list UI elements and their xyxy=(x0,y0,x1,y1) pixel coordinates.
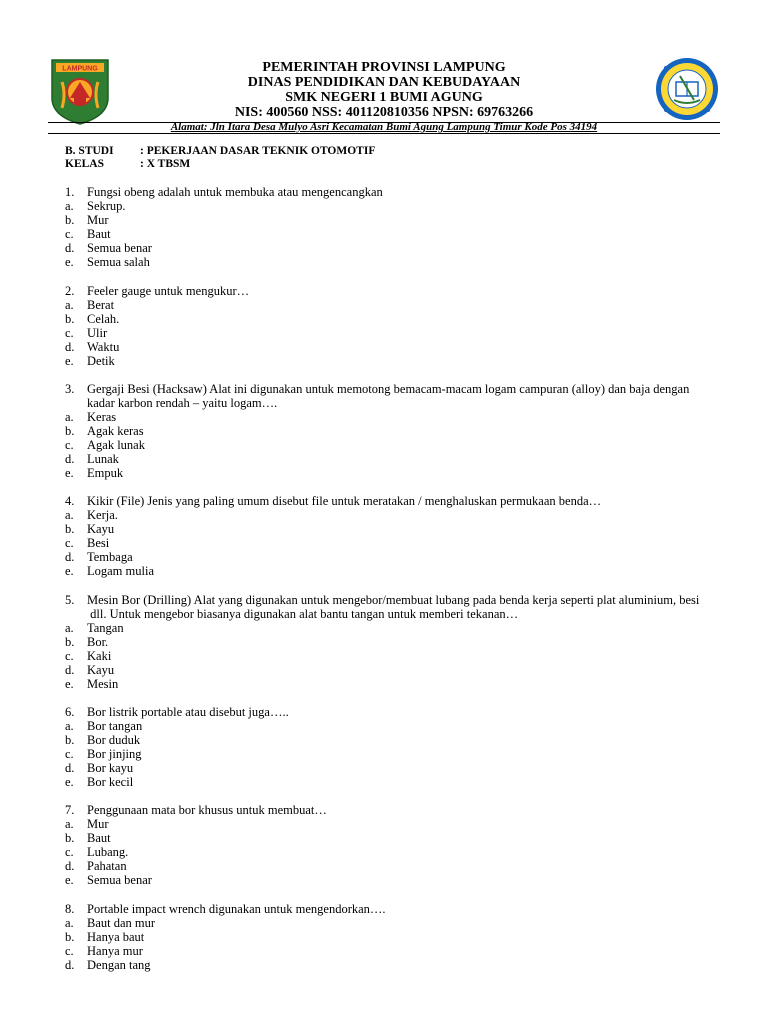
option-text: Waktu xyxy=(87,340,120,354)
option-text: Empuk xyxy=(87,466,124,480)
option-text: Lubang. xyxy=(87,845,129,859)
question-item xyxy=(65,494,725,578)
question-stem xyxy=(65,185,725,199)
option-text: Agak keras xyxy=(87,424,144,438)
answer-option xyxy=(65,340,725,354)
question-text: dll. Untuk mengebor biasanya digunakan alat bantu tangan untuk memberi tekanan… xyxy=(87,607,519,621)
option-text: Bor jinjing xyxy=(87,747,142,761)
header-department-line: DINAS PENDIDIKAN DAN KEBUDAYAAN xyxy=(247,75,521,90)
question-text: Portable impact wrench digunakan untuk mengendorkan…. xyxy=(87,902,386,916)
answer-option xyxy=(65,845,725,859)
option-text: Bor. xyxy=(87,635,109,649)
option-text: Baut dan mur xyxy=(87,916,156,930)
option-text: Besi xyxy=(87,536,110,550)
class-value: : X TBSM xyxy=(140,158,191,170)
question-text: Penggunaan mata bor khusus untuk membuat… xyxy=(87,803,327,817)
svg-text:LAMPUNG: LAMPUNG xyxy=(62,65,98,73)
option-text: Berat xyxy=(87,298,115,312)
answer-option xyxy=(65,831,725,845)
answer-option xyxy=(65,564,725,578)
option-letter: b. xyxy=(65,831,75,845)
option-letter: e. xyxy=(65,354,74,368)
option-text: Sekrup. xyxy=(87,199,126,213)
question-number: 1. xyxy=(65,185,75,199)
option-text: Kayu xyxy=(87,522,115,536)
option-letter: a. xyxy=(65,621,74,635)
option-text: Kerja. xyxy=(87,508,118,522)
answer-option xyxy=(65,255,725,269)
question-text: Bor listrik portable atau disebut juga….. xyxy=(87,705,289,719)
option-text: Tangan xyxy=(87,621,124,635)
option-text: Semua salah xyxy=(87,255,150,269)
question-text: Kikir (File) Jenis yang paling umum disebut file untuk meratakan / menghaluskan permukaan benda… xyxy=(87,494,602,508)
question-stem xyxy=(65,382,725,396)
option-letter: b. xyxy=(65,312,75,326)
option-text: Baut xyxy=(87,227,111,241)
question-stem xyxy=(65,705,725,719)
option-text: Mur xyxy=(87,817,109,831)
option-letter: b. xyxy=(65,424,75,438)
option-text: Hanya baut xyxy=(87,930,145,944)
answer-option xyxy=(65,241,725,255)
answer-option xyxy=(65,213,725,227)
question-number: 5. xyxy=(65,593,75,607)
answer-option xyxy=(65,227,725,241)
question-text: Mesin Bor (Drilling) Alat yang digunakan untuk mengebor/membuat lubang pada benda kerja seperti plat aluminium, besi xyxy=(87,593,700,607)
option-letter: e. xyxy=(65,466,74,480)
option-text: Agak lunak xyxy=(87,438,145,452)
option-letter: a. xyxy=(65,916,74,930)
answer-option xyxy=(65,550,725,564)
option-text: Mur xyxy=(87,213,109,227)
question-item xyxy=(65,902,725,972)
answer-option xyxy=(65,326,725,340)
answer-option xyxy=(65,536,725,550)
option-letter: d. xyxy=(65,958,75,972)
option-letter: c. xyxy=(65,227,74,241)
option-text: Hanya mur xyxy=(87,944,143,958)
answer-option xyxy=(65,424,725,438)
question-stem xyxy=(65,902,725,916)
option-text: Lunak xyxy=(87,452,119,466)
answer-option xyxy=(65,817,725,831)
answer-option xyxy=(65,944,725,958)
question-stem xyxy=(65,593,725,607)
answer-option xyxy=(65,621,725,635)
answer-option xyxy=(65,873,725,887)
answer-option xyxy=(65,916,725,930)
option-letter: e. xyxy=(65,564,74,578)
answer-option xyxy=(65,508,725,522)
answer-option xyxy=(65,930,725,944)
option-letter: d. xyxy=(65,859,75,873)
option-letter: a. xyxy=(65,817,74,831)
answer-option xyxy=(65,649,725,663)
answer-option xyxy=(65,719,725,733)
question-text: Fungsi obeng adalah untuk membuka atau mengencangkan xyxy=(87,185,383,199)
option-letter: d. xyxy=(65,550,75,564)
answer-option xyxy=(65,410,725,424)
option-letter: c. xyxy=(65,649,74,663)
option-letter: c. xyxy=(65,438,74,452)
question-text: kadar karbon rendah – yaitu logam…. xyxy=(87,396,278,410)
option-letter: d. xyxy=(65,340,75,354)
answer-option xyxy=(65,635,725,649)
question-stem xyxy=(65,284,725,298)
option-letter: e. xyxy=(65,255,74,269)
option-text: Bor kayu xyxy=(87,761,134,775)
question-item xyxy=(65,185,725,269)
answer-option xyxy=(65,438,725,452)
option-text: Bor kecil xyxy=(87,775,134,789)
header-government-line: PEMERINTAH PROVINSI LAMPUNG xyxy=(262,60,506,75)
answer-option xyxy=(65,733,725,747)
option-text: Kaki xyxy=(87,649,112,663)
option-text: Semua benar xyxy=(87,873,152,887)
option-letter: a. xyxy=(65,410,74,424)
answer-option xyxy=(65,677,725,691)
option-letter: d. xyxy=(65,452,75,466)
option-text: Dengan tang xyxy=(87,958,151,972)
option-letter: a. xyxy=(65,719,74,733)
option-letter: e. xyxy=(65,677,74,691)
option-text: Celah. xyxy=(87,312,120,326)
question-number: 2. xyxy=(65,284,75,298)
option-letter: d. xyxy=(65,241,75,255)
question-text: Feeler gauge untuk mengukur… xyxy=(87,284,250,298)
question-stem-continuation xyxy=(65,607,725,621)
answer-option xyxy=(65,958,725,972)
option-letter: a. xyxy=(65,199,74,213)
option-letter: d. xyxy=(65,663,75,677)
option-letter: b. xyxy=(65,213,75,227)
question-item xyxy=(65,284,725,368)
question-number: 3. xyxy=(65,382,75,396)
option-text: Pahatan xyxy=(87,859,127,873)
answer-option xyxy=(65,522,725,536)
answer-option xyxy=(65,775,725,789)
question-stem xyxy=(65,803,725,817)
answer-option xyxy=(65,298,725,312)
answer-option xyxy=(65,466,725,480)
option-letter: c. xyxy=(65,845,74,859)
question-item xyxy=(65,382,725,480)
option-text: Bor tangan xyxy=(87,719,143,733)
answer-option xyxy=(65,663,725,677)
option-letter: e. xyxy=(65,873,74,887)
header-school-name: SMK NEGERI 1 BUMI AGUNG xyxy=(285,90,483,105)
question-item xyxy=(65,705,725,789)
option-text: Baut xyxy=(87,831,111,845)
question-item xyxy=(65,803,725,887)
question-text: Gergaji Besi (Hacksaw) Alat ini digunakan untuk memotong bemacam-macam logam campuran (alloy) dan baja dengan xyxy=(87,382,690,396)
question-number: 6. xyxy=(65,705,75,719)
header-address: Alamat: Jln Itara Desa Mulyo Asri Kecamatan Bumi Agung Lampung Timur Kode Pos 34194 xyxy=(170,121,598,133)
option-text: Bor duduk xyxy=(87,733,141,747)
question-number: 4. xyxy=(65,494,75,508)
option-text: Tembaga xyxy=(87,550,133,564)
option-letter: b. xyxy=(65,522,75,536)
option-text: Logam mulia xyxy=(87,564,154,578)
option-letter: d. xyxy=(65,761,75,775)
option-letter: b. xyxy=(65,733,75,747)
option-text: Detik xyxy=(87,354,115,368)
option-letter: a. xyxy=(65,508,74,522)
header-school-ids: NIS: 400560 NSS: 401120810356 NPSN: 69763266 xyxy=(234,105,534,120)
option-letter: b. xyxy=(65,635,75,649)
question-stem-continuation xyxy=(65,396,725,410)
option-letter: a. xyxy=(65,298,74,312)
option-text: Semua benar xyxy=(87,241,152,255)
option-letter: e. xyxy=(65,775,74,789)
answer-option xyxy=(65,312,725,326)
question-number: 8. xyxy=(65,902,75,916)
question-number: 7. xyxy=(65,803,75,817)
option-letter: c. xyxy=(65,536,74,550)
option-letter: c. xyxy=(65,944,74,958)
option-letter: b. xyxy=(65,930,75,944)
answer-option xyxy=(65,761,725,775)
answer-option xyxy=(65,747,725,761)
option-text: Keras xyxy=(87,410,117,424)
question-item xyxy=(65,593,725,691)
option-text: Ulir xyxy=(87,326,108,340)
option-text: Mesin xyxy=(87,677,119,691)
answer-option xyxy=(65,199,725,213)
answer-option xyxy=(65,452,725,466)
class-key: KELAS xyxy=(65,158,104,170)
question-stem xyxy=(65,494,725,508)
answer-option xyxy=(65,859,725,873)
option-letter: c. xyxy=(65,747,74,761)
option-text: Kayu xyxy=(87,663,115,677)
subject-key: B. STUDI xyxy=(65,145,114,157)
answer-option xyxy=(65,354,725,368)
subject-value: : PEKERJAAN DASAR TEKNIK OTOMOTIF xyxy=(140,145,376,157)
option-letter: c. xyxy=(65,326,74,340)
